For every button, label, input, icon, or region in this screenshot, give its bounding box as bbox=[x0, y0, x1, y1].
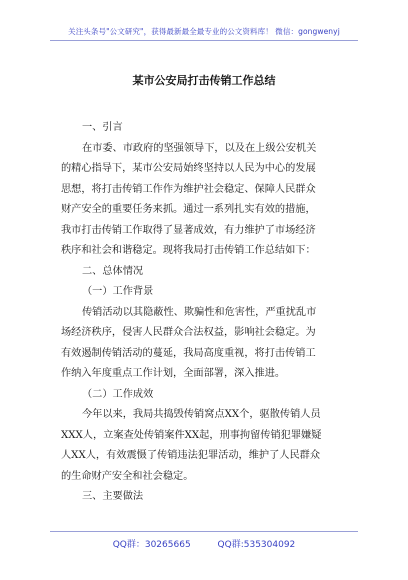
footer-divider bbox=[50, 531, 358, 532]
document-line: 一、引言 bbox=[82, 122, 123, 133]
header-divider bbox=[50, 40, 358, 41]
document-line: 人XX人，有效震慑了传销违法犯罪活动，维护了人民群众 bbox=[61, 450, 321, 461]
document-line: 的生命财产安全和社会稳定。 bbox=[61, 470, 194, 482]
footer-qq-group-1[interactable]: QQ群：30265665 bbox=[112, 540, 191, 550]
document-line: 有效遏制传销活动的蔓延，我局高度重视，将打击传销工 bbox=[61, 347, 316, 359]
document-line: 今年以来，我局共捣毁传销窝点XX个，驱散传销人员 bbox=[82, 409, 321, 420]
document-line: （二）工作成效 bbox=[82, 388, 154, 400]
document-line: （一）工作背景 bbox=[82, 286, 154, 297]
document-line: 二、总体情况 bbox=[82, 265, 144, 277]
document-line: 传销活动以其隐蔽性、欺骗性和危害性，严重扰乱市 bbox=[82, 306, 317, 318]
document-line: 场经济秩序，侵害人民群众合法权益，影响社会稳定。为 bbox=[61, 327, 316, 338]
document-line: 在市委、市政府的坚强领导下，以及在上级公安机关 bbox=[82, 142, 317, 154]
document-line: 作纳入年度重点工作计划，全面部署，深入推进。 bbox=[61, 368, 286, 379]
document-title: 某市公安局打击传销工作总结 bbox=[132, 74, 276, 87]
document-line: 我市打击传销工作取得了显著成效，有力维护了市场经济 bbox=[61, 224, 316, 236]
footer-qq-group-2[interactable]: QQ群:535304092 bbox=[217, 540, 296, 550]
document-line: 思想，将打击传销工作作为维护社会稳定、保障人民群众 bbox=[61, 183, 316, 195]
document-line: 三、主要做法 bbox=[82, 491, 144, 502]
document-line: 财产安全的重要任务来抓。通过一系列扎实有效的措施， bbox=[61, 204, 316, 215]
document-body bbox=[61, 118, 351, 508]
header-banner[interactable]: 关注头条号"公文研究"，获得最新最全最专业的公文资料库！ 微信：gongwenyj bbox=[68, 27, 340, 36]
document-line: 秩序和社会和谐稳定。现将我局打击传销工作总结如下： bbox=[61, 245, 316, 256]
document-line: 的精心指导下，某市公安局始终坚持以人民为中心的发展 bbox=[61, 163, 316, 174]
document-line: XXX人，立案查处传销案件XX起，刑事拘留传销犯罪嫌疑 bbox=[61, 429, 322, 441]
footer bbox=[0, 537, 408, 550]
